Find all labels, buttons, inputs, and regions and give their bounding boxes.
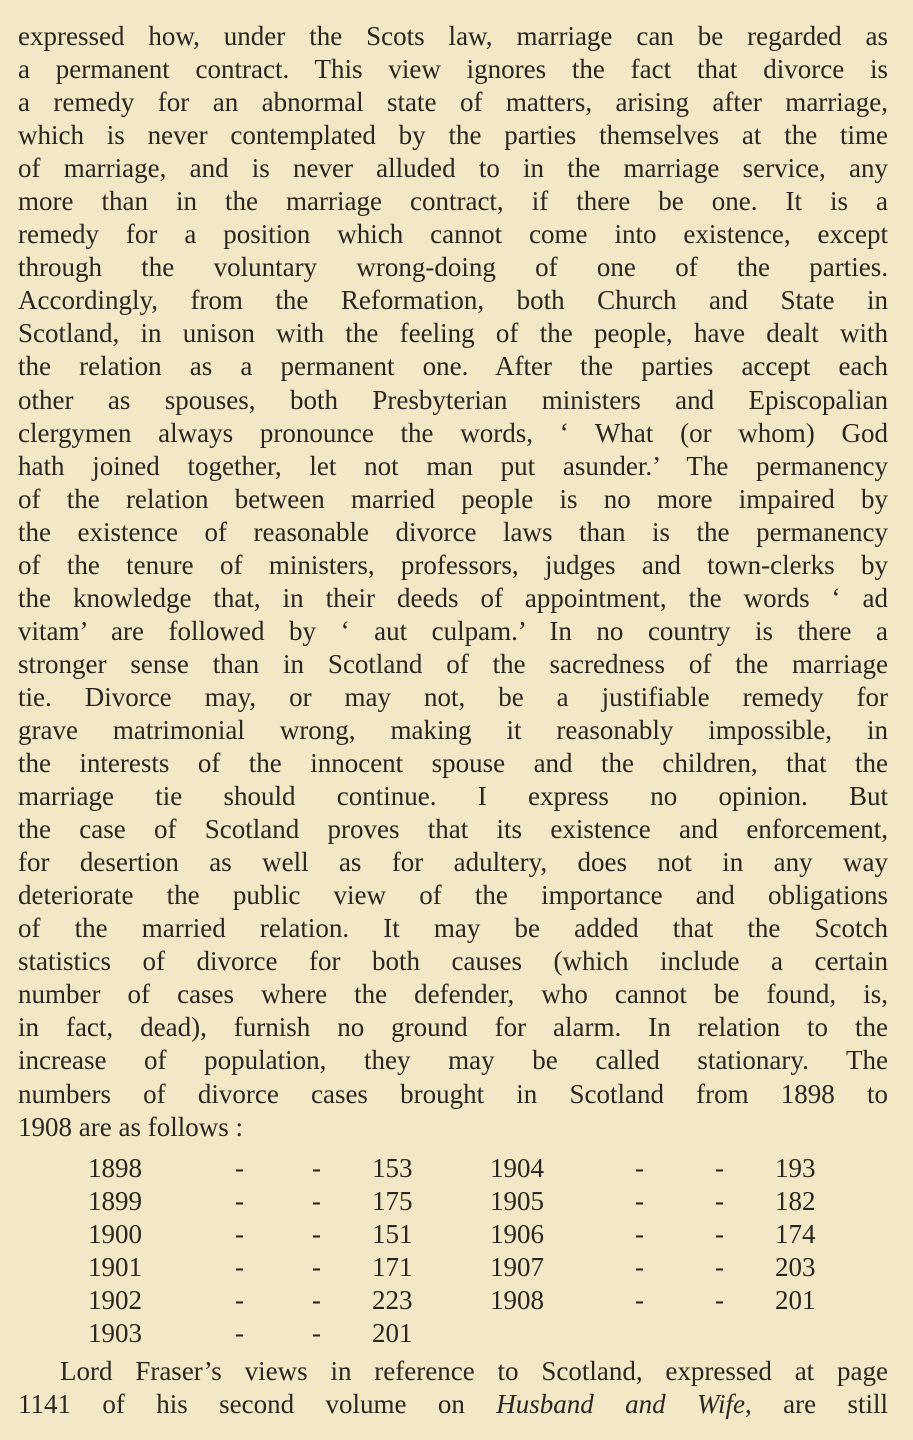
year-cell: 1900 — [88, 1219, 142, 1249]
text-line: expressed how, under the Scots law, marriage can be regarded as — [18, 21, 888, 51]
book-title: Husband and Wife — [496, 1389, 746, 1420]
text-line: the existence of reasonable divorce laws than is the permanency — [18, 516, 888, 547]
text-line: other as spouses, both Presbyterian ministers and Episcopalian — [18, 384, 888, 415]
text-line: Accordingly, from the Reformation, both Church and State in — [18, 285, 888, 316]
table-row — [0, 1152, 913, 1185]
dash: - — [312, 1153, 321, 1183]
text-line: through the voluntary wrong-doing of one of the parties. — [18, 252, 888, 283]
dash: - — [312, 1285, 321, 1315]
text-line: the relation as a permanent one. After the parties accept each — [18, 351, 888, 382]
text-line: numbers of divorce cases brought in Scotland from 1898 to — [18, 1078, 888, 1109]
count-cell: 182 — [775, 1186, 816, 1216]
text-line: tie. Divorce may, or may not, be a justifiable remedy for — [18, 681, 888, 712]
text-line: marriage tie should continue. I express no opinion. But — [18, 781, 888, 812]
text-line: in fact, dead), furnish no ground for alarm. In relation to the — [18, 1012, 888, 1043]
text-line: a remedy for an abnormal state of matters, arising after marriage, — [18, 87, 888, 118]
closing-paragraph — [18, 1355, 888, 1421]
text-line — [18, 1388, 888, 1421]
text-line: statistics of divorce for both causes (which include a certain — [18, 946, 888, 977]
dash: - — [635, 1153, 644, 1183]
dash: - — [715, 1285, 724, 1315]
count-cell: 193 — [775, 1153, 816, 1183]
text-line: the interests of the innocent spouse and the children, that the — [18, 748, 888, 779]
text-line: Lord Fraser’s views in reference to Scotland, expressed at page — [60, 1356, 888, 1386]
text-line: stronger sense than in Scotland of the sacredness of the marriage — [18, 648, 888, 679]
dash: - — [635, 1219, 644, 1249]
text-line: remedy for a position which cannot come into existence, except — [18, 219, 888, 250]
year-cell: 1902 — [88, 1285, 142, 1315]
dash: - — [235, 1186, 244, 1216]
dash: - — [235, 1318, 244, 1348]
text-line: for desertion as well as for adultery, does not in any way — [18, 847, 888, 878]
dash: - — [635, 1252, 644, 1282]
year-cell: 1908 — [490, 1285, 544, 1315]
count-cell: 201 — [775, 1285, 816, 1315]
dash: - — [235, 1285, 244, 1315]
count-cell: 175 — [372, 1186, 413, 1216]
year-cell: 1906 — [490, 1219, 544, 1249]
table-row — [0, 1284, 913, 1317]
body-text — [18, 20, 888, 1144]
text-line: a permanent contract. This view ignores the fact that divorce is — [18, 54, 888, 85]
text-line: of marriage, and is never alluded to in the marriage service, any — [18, 153, 888, 184]
text-line: Scotland, in unison with the feeling of the people, have dealt with — [18, 318, 888, 349]
dash: - — [715, 1153, 724, 1183]
text-line: increase of population, they may be called stationary. The — [18, 1045, 888, 1076]
year-cell: 1901 — [88, 1252, 142, 1282]
dash: - — [715, 1186, 724, 1216]
text-line: clergymen always pronounce the words, ‘ What (or whom) God — [18, 417, 888, 448]
count-cell: 151 — [372, 1219, 413, 1249]
text-span: 1141 of his second volume on — [18, 1389, 497, 1420]
dash: - — [312, 1318, 321, 1348]
text-line: the case of Scotland proves that its existence and enforcement, — [18, 814, 888, 845]
text-line: deteriorate the public view of the importance and obligations — [18, 880, 888, 911]
table-row — [0, 1251, 913, 1284]
text-line: of the tenure of ministers, professors, judges and town-clerks by — [18, 549, 888, 580]
count-cell: 203 — [775, 1252, 816, 1282]
year-cell: 1903 — [88, 1318, 142, 1348]
dash: - — [715, 1219, 724, 1249]
text-line: number of cases where the defender, who cannot be found, is, — [18, 979, 888, 1010]
table-row — [0, 1218, 913, 1251]
year-cell: 1907 — [490, 1252, 544, 1282]
dash: - — [235, 1153, 244, 1183]
year-cell: 1898 — [88, 1153, 142, 1183]
dash: - — [235, 1252, 244, 1282]
dash: - — [312, 1186, 321, 1216]
count-cell: 153 — [372, 1153, 413, 1183]
dash: - — [312, 1219, 321, 1249]
text-line: grave matrimonial wrong, making it reasonably impossible, in — [18, 714, 888, 745]
dash: - — [715, 1252, 724, 1282]
text-line: which is never contemplated by the parties themselves at the time — [18, 120, 888, 151]
year-cell: 1904 — [490, 1153, 544, 1183]
dash: - — [635, 1285, 644, 1315]
text-line: more than in the marriage contract, if there be one. It is a — [18, 186, 888, 217]
divorce-cases-table — [0, 1152, 913, 1350]
dash: - — [235, 1219, 244, 1249]
count-cell: 174 — [775, 1219, 816, 1249]
table-row — [0, 1185, 913, 1218]
count-cell: 223 — [372, 1285, 413, 1315]
text-span: , are still — [745, 1389, 888, 1420]
text-line: vitam’ are followed by ‘ aut culpam.’ In no country is there a — [18, 615, 888, 646]
table-row — [0, 1317, 913, 1350]
text-line: 1908 are as follows : — [18, 1111, 243, 1142]
count-cell: 201 — [372, 1318, 413, 1348]
text-line: of the relation between married people is no more impaired by — [18, 483, 888, 514]
text-line: hath joined together, let not man put asunder.’ The permanency — [18, 450, 888, 481]
text-line: of the married relation. It may be added that the Scotch — [18, 913, 888, 944]
text-line: the knowledge that, in their deeds of appointment, the words ‘ ad — [18, 582, 888, 613]
dash: - — [312, 1252, 321, 1282]
count-cell: 171 — [372, 1252, 413, 1282]
dash: - — [635, 1186, 644, 1216]
year-cell: 1905 — [490, 1186, 544, 1216]
year-cell: 1899 — [88, 1186, 142, 1216]
